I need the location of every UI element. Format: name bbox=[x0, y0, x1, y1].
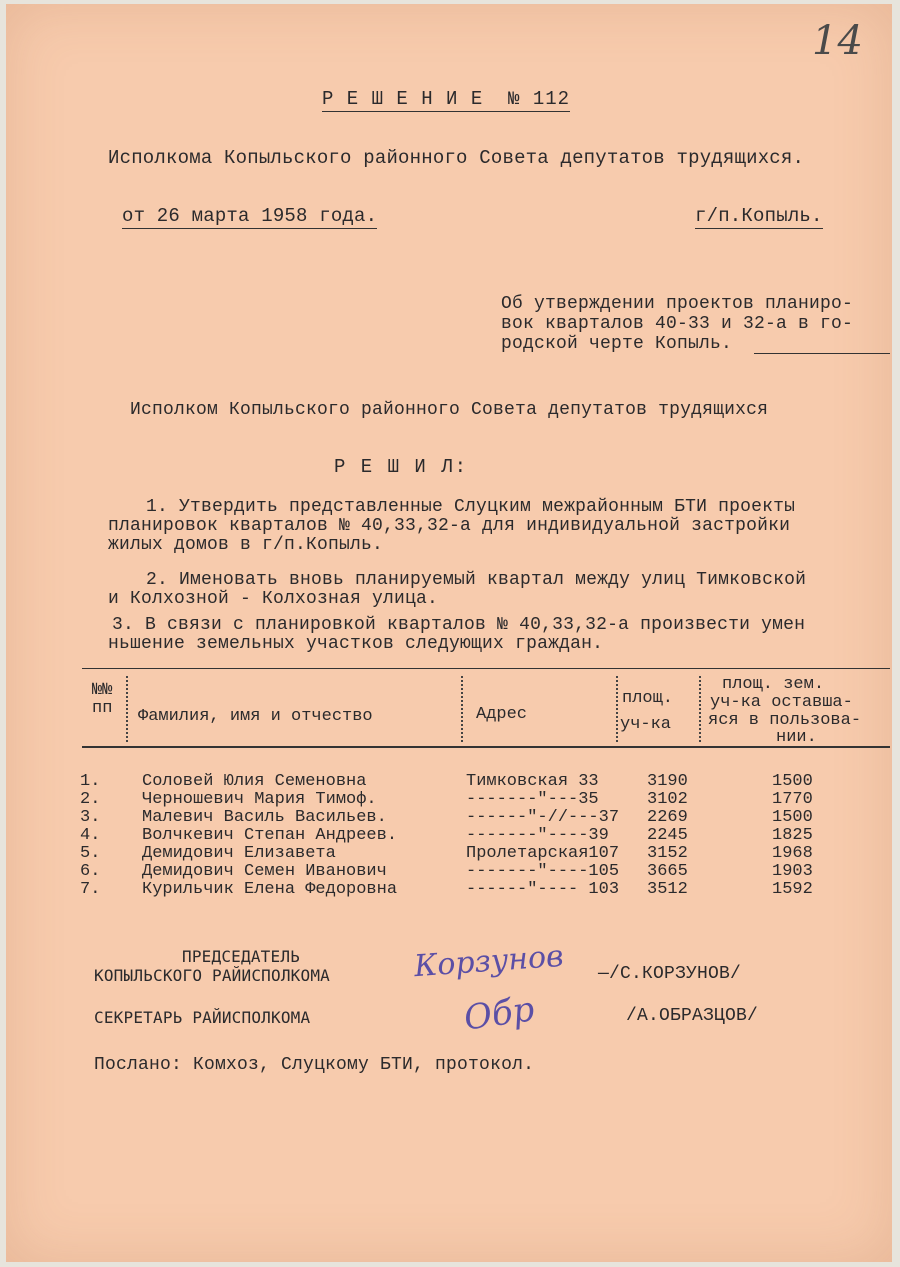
chair-title: КОПЫЛЬСКОГО РАЙИСПОЛКОМА bbox=[94, 966, 330, 985]
resolved-heading: Р Е Ш И Л: bbox=[334, 456, 469, 478]
point-line: планировок кварталов № 40,33,32-а для индивидуальной застройки bbox=[108, 516, 791, 536]
point-line: 3. В связи с планировкой кварталов № 40,33,32-а произвести умен bbox=[112, 615, 806, 635]
row-remaining: 1770 bbox=[772, 790, 813, 809]
row-area: 2245 bbox=[647, 826, 688, 845]
preamble: Исполком Копыльского районного Совета депутатов трудящихся bbox=[130, 400, 769, 420]
column-divider bbox=[616, 676, 618, 742]
point-line: 2. Именовать вновь планируемый квартал между улиц Тимковской bbox=[146, 570, 807, 590]
row-remaining: 1500 bbox=[772, 772, 813, 791]
row-address: ------"-//---37 bbox=[466, 808, 620, 827]
row-num: 4. bbox=[80, 826, 101, 845]
row-remaining: 1903 bbox=[772, 862, 813, 881]
row-name: Малевич Василь Васильев. bbox=[142, 808, 387, 827]
header-area: уч-ка bbox=[620, 715, 672, 734]
table-row bbox=[6, 844, 892, 862]
table-row bbox=[6, 808, 892, 826]
header-remaining: нии. bbox=[776, 728, 817, 747]
table-row bbox=[6, 772, 892, 790]
row-remaining: 1968 bbox=[772, 844, 813, 863]
row-num: 6. bbox=[80, 862, 101, 881]
header-address: Адрес bbox=[476, 705, 528, 724]
row-remaining: 1592 bbox=[772, 880, 813, 899]
document-title: Р Е Ш Е Н И Е № 112 bbox=[322, 88, 571, 110]
header-remaining: яся в пользова- bbox=[708, 711, 862, 730]
row-name: Курильчик Елена Федоровна bbox=[142, 880, 398, 899]
row-area: 3102 bbox=[647, 790, 688, 809]
table-row bbox=[6, 880, 892, 898]
header-num: №№ bbox=[92, 681, 113, 700]
table-row bbox=[6, 790, 892, 808]
header-num: пп bbox=[92, 699, 113, 718]
row-remaining: 1500 bbox=[772, 808, 813, 827]
header-remaining: уч-ка оставша- bbox=[710, 693, 853, 712]
row-address: Пролетарская107 bbox=[466, 844, 620, 863]
subject-underline bbox=[754, 353, 890, 354]
header-name: Фамилия, имя и отчество bbox=[138, 707, 373, 726]
row-name: Демидович Елизавета bbox=[142, 844, 336, 863]
row-name: Соловей Юлия Семеновна bbox=[142, 772, 367, 791]
point-line: и Колхозной - Колхозная улица. bbox=[108, 589, 439, 609]
row-name: Демидович Семен Иванович bbox=[142, 862, 387, 881]
document-date: от 26 марта 1958 года. bbox=[122, 205, 378, 227]
column-divider bbox=[126, 676, 128, 742]
row-name: Волчкевич Степан Андреев. bbox=[142, 826, 398, 845]
row-area: 3665 bbox=[647, 862, 688, 881]
row-address: Тимковская 33 bbox=[466, 772, 599, 791]
point-line: ньшение земельных участков следующих граждан. bbox=[108, 634, 604, 654]
chair-name: —/С.КОРЗУНОВ/ bbox=[598, 964, 742, 984]
secretary-title: СЕКРЕТАРЬ РАЙИСПОЛКОМА bbox=[94, 1008, 311, 1027]
subject-line: родской черте Копыль. bbox=[501, 334, 733, 354]
chair-signature: Корзунов bbox=[412, 938, 565, 985]
secretary-signature: Обр bbox=[461, 989, 537, 1039]
row-area: 3512 bbox=[647, 880, 688, 899]
row-name: Черношевич Мария Тимоф. bbox=[142, 790, 377, 809]
table-header-rule bbox=[82, 746, 890, 748]
document-place: г/п.Копыль. bbox=[695, 205, 823, 227]
issuer-line: Исполкома Копыльского районного Совета депутатов трудящихся. bbox=[108, 147, 805, 169]
header-remaining: площ. зем. bbox=[722, 675, 825, 694]
row-area: 3190 bbox=[647, 772, 688, 791]
row-num: 5. bbox=[80, 844, 101, 863]
table-row bbox=[6, 862, 892, 880]
table-top-rule bbox=[82, 668, 890, 669]
table-row bbox=[6, 826, 892, 844]
header-area: площ. bbox=[622, 689, 674, 708]
row-address: -------"---35 bbox=[466, 790, 599, 809]
distribution-note: Послано: Комхоз, Слуцкому БТИ, протокол. bbox=[94, 1055, 535, 1075]
row-area: 2269 bbox=[647, 808, 688, 827]
secretary-name: /А.ОБРАЗЦОВ/ bbox=[626, 1006, 759, 1026]
column-divider bbox=[699, 676, 701, 742]
row-address: -------"----105 bbox=[466, 862, 620, 881]
document-page bbox=[6, 4, 892, 1262]
column-divider bbox=[461, 676, 463, 742]
point-line: жилых домов в г/п.Копыль. bbox=[108, 535, 384, 555]
row-num: 1. bbox=[80, 772, 101, 791]
page-number: 14 bbox=[812, 18, 863, 64]
row-address: ------"---- 103 bbox=[466, 880, 620, 899]
row-num: 3. bbox=[80, 808, 101, 827]
row-num: 2. bbox=[80, 790, 101, 809]
row-num: 7. bbox=[80, 880, 101, 899]
row-remaining: 1825 bbox=[772, 826, 813, 845]
chair-title: ПРЕДСЕДАТЕЛЬ bbox=[182, 947, 300, 966]
subject-line: Об утверждении проектов планиро- bbox=[501, 294, 854, 314]
point-line: 1. Утвердить представленные Слуцким межрайонным БТИ проекты bbox=[146, 497, 796, 517]
subject-line: вок кварталов 40-33 и 32-а в го- bbox=[501, 314, 854, 334]
row-area: 3152 bbox=[647, 844, 688, 863]
row-address: -------"----39 bbox=[466, 826, 609, 845]
